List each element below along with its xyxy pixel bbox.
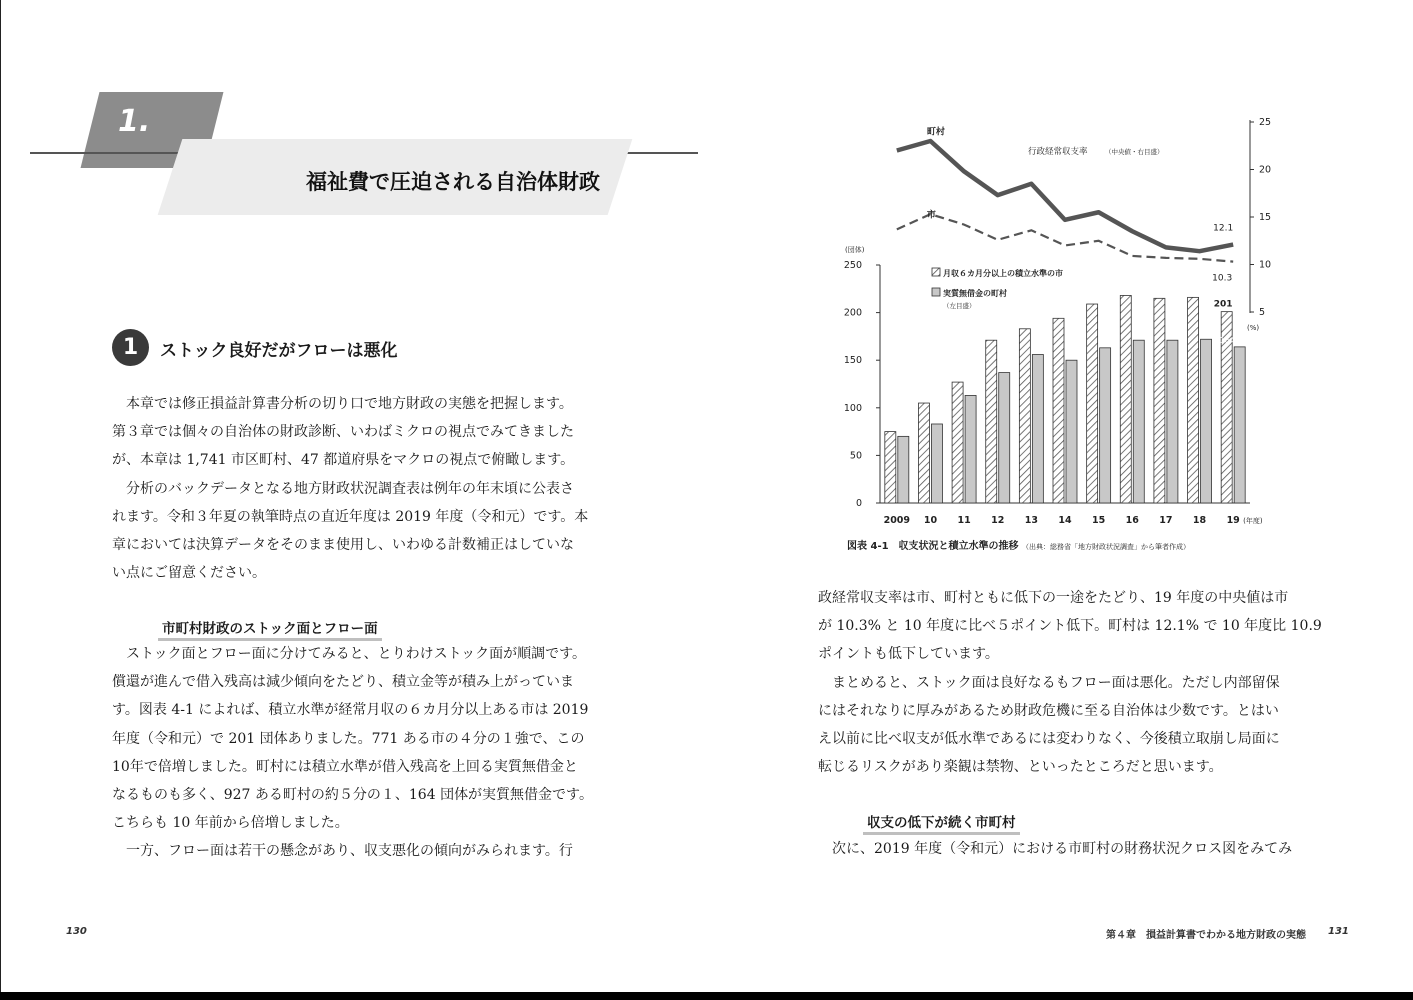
- data-label-bar-machi-last: 164: [1219, 335, 1235, 345]
- line-legend: 行政経常収支率: [1028, 147, 1088, 157]
- left-tick-label: 150: [843, 355, 862, 367]
- x-tick-label: 10: [923, 515, 938, 526]
- figure-source: （出典：総務省「地方財政状況調査」から筆者作成）: [1022, 543, 1191, 551]
- bar-shi-18: [1188, 297, 1199, 503]
- running-footer: 第４章 損益計算書でわかる地方財政の実態: [1106, 930, 1306, 941]
- x-tick-label: 13: [1024, 515, 1038, 526]
- section-title: ストック良好だがフローは悪化: [160, 341, 398, 361]
- data-label-machi-last: 12.1: [1213, 223, 1234, 234]
- legend-note-machi: （左目盛）: [943, 302, 976, 310]
- chapter-title: 福祉費で圧迫される自治体財政: [306, 170, 600, 194]
- text-line: 一方、フロー面は若干の懸念があり、収支悪化の傾向がみられます。行: [126, 843, 573, 860]
- legend-swatch-machi: [932, 288, 940, 296]
- right-tick-label: 5: [1259, 307, 1266, 318]
- body-paragraph-right-last: [818, 835, 1302, 863]
- bar-machi-18: [1201, 339, 1212, 503]
- figure-4-1-chart: [835, 110, 1272, 535]
- body-paragraph-right: [818, 584, 1322, 781]
- section-number-badge: 1: [112, 329, 149, 366]
- page-number-right: 131: [1328, 926, 1349, 937]
- text-line: 章においては決算データをそのまま使用し、いわゆる計数補正はしていな: [112, 537, 574, 554]
- text-line: 第３章では個々の自治体の財政診断、いわばミクロの視点でみてきました: [112, 424, 574, 441]
- text-line: ポイントも低下しています。: [818, 646, 999, 663]
- bar-shi-13: [1019, 329, 1030, 503]
- right-tick-label: 20: [1259, 164, 1272, 176]
- x-tick-label: 2009: [883, 515, 911, 526]
- figure-caption: [847, 537, 1190, 552]
- text-line: 政経常収支率は市、町村ともに低下の一途をたどり、19 年度の中央値は市: [818, 590, 1289, 606]
- text-line: 償還が進んで借入残高は減少傾向をたどり、積立金等が積み上がっていま: [112, 674, 574, 691]
- page-number-left: 130: [66, 926, 87, 937]
- body-paragraph-left: [112, 640, 598, 866]
- intro-paragraph: [112, 390, 598, 587]
- right-tick-label: 15: [1259, 212, 1272, 223]
- figure-title: 図表 4-1 収支状況と積立水準の推移: [847, 541, 1019, 552]
- x-tick-label: 11: [957, 515, 971, 526]
- data-label-bar-shi-last: 201: [1213, 299, 1233, 310]
- text-line: ストック面とフロー面に分けてみると、とりわけストック面が順調です。: [126, 646, 587, 662]
- x-tick-label: 18: [1192, 515, 1207, 526]
- left-tick-label: 200: [843, 307, 862, 319]
- text-line: 10年で倍増しました。町村には積立水準が借入残高を上回る実質無借金と: [112, 758, 578, 775]
- text-line: なるものも多く、927 ある町村の約５分の１、164 団体が実質無借金です。: [112, 787, 593, 804]
- line-legend-note: （中央値・右目盛）: [1105, 148, 1164, 156]
- bar-machi-2009: [898, 436, 909, 503]
- text-line: い点にご留意ください。: [112, 565, 266, 582]
- bar-machi-17: [1167, 340, 1178, 503]
- bar-machi-14: [1066, 360, 1077, 503]
- line-machi: [897, 141, 1233, 251]
- text-line: まとめると、ストック面は良好なるもフロー面は悪化。ただし内部留保: [832, 674, 1280, 691]
- text-line: が、本章は 1,741 市区町村、47 都道府県をマクロの視点で俯瞰します。: [112, 452, 575, 469]
- text-line: 年度（令和元）で 201 団体ありました。771 ある市の４分の１強で、この: [112, 730, 585, 747]
- left-axis-unit: (団体): [845, 246, 865, 254]
- bar-machi-16: [1133, 340, 1144, 503]
- line-label-machi: 町村: [926, 127, 945, 138]
- text-line: え以前に比べ収支が低水準であるには変わりなく、今後積立取崩し局面に: [818, 731, 1280, 748]
- left-tick-label: 0: [855, 498, 862, 509]
- right-axis-unit: (%): [1247, 324, 1260, 332]
- text-line: す。図表 4-1 によれば、積立水準が経常月収の６カ月分以上ある市は 2019: [112, 702, 589, 719]
- x-tick-label: 15: [1092, 515, 1106, 526]
- text-line: 本章では修正損益計算書分析の切り口で地方財政の実態を把握します。: [126, 396, 573, 412]
- left-tick-label: 50: [849, 450, 862, 462]
- text-line: 次に、2019 年度（令和元）における市町村の財務状況クロス図をみてみ: [832, 841, 1293, 857]
- bar-shi-17: [1154, 298, 1165, 503]
- bar-shi-11: [952, 382, 963, 503]
- text-line: 分析のバックデータとなる地方財政状況調査表は例年の年末頃に公表さ: [126, 480, 574, 497]
- x-tick-label: 19: [1226, 515, 1240, 526]
- subheading-declining-balance: 収支の低下が続く市町村: [863, 811, 1020, 835]
- x-tick-label: 17: [1159, 515, 1173, 526]
- right-tick-label: 25: [1259, 117, 1272, 128]
- left-tick-label: 250: [843, 260, 862, 271]
- bar-shi-2009: [885, 432, 896, 503]
- x-tick-label: 16: [1125, 515, 1139, 526]
- bar-machi-12: [999, 373, 1010, 503]
- chapter-number: 1.: [118, 104, 151, 139]
- data-label-shi-last: 10.3: [1212, 273, 1233, 284]
- text-line: れます。令和３年夏の執筆時点の直近年度は 2019 年度（令和元）です。本: [112, 508, 589, 525]
- page-edge: [0, 0, 1, 992]
- bar-machi-13: [1032, 354, 1043, 503]
- subheading-stock-flow: 市町村財政のストック面とフロー面: [158, 617, 382, 641]
- text-line: 転じるリスクがあり楽観は禁物、といったところだと思います。: [818, 759, 1223, 776]
- right-tick-label: 10: [1259, 259, 1272, 271]
- text-line: にはそれなりに厚みがあるため財政危機に至る自治体は少数です。とはい: [818, 702, 1279, 719]
- left-tick-label: 100: [843, 402, 862, 414]
- x-tick-label: 14: [1058, 515, 1072, 526]
- text-line: が 10.3% と 10 年度に比べ５ポイント低下。町村は 12.1% で 10 年度比 10.9: [818, 618, 1322, 635]
- bar-machi-15: [1100, 348, 1111, 503]
- bar-machi-11: [965, 395, 976, 503]
- x-axis-suffix: (年度): [1243, 517, 1263, 525]
- legend-swatch-shi: [932, 268, 940, 276]
- legend-label-machi: 実質無借金の町村: [943, 289, 1007, 298]
- legend-label-shi: 月収６カ月分以上の積立水準の市: [943, 269, 1063, 278]
- bar-shi-10: [918, 403, 929, 503]
- x-tick-label: 12: [991, 515, 1005, 526]
- text-line: こちらも 10 年前から倍増しました。: [112, 815, 349, 832]
- bar-shi-15: [1087, 304, 1098, 503]
- bar-machi-19: [1234, 347, 1245, 503]
- bar-shi-12: [986, 340, 997, 503]
- bar-shi-14: [1053, 318, 1064, 503]
- line-label-shi: 市: [926, 210, 936, 221]
- bar-shi-16: [1120, 295, 1131, 503]
- bar-machi-10: [931, 424, 942, 503]
